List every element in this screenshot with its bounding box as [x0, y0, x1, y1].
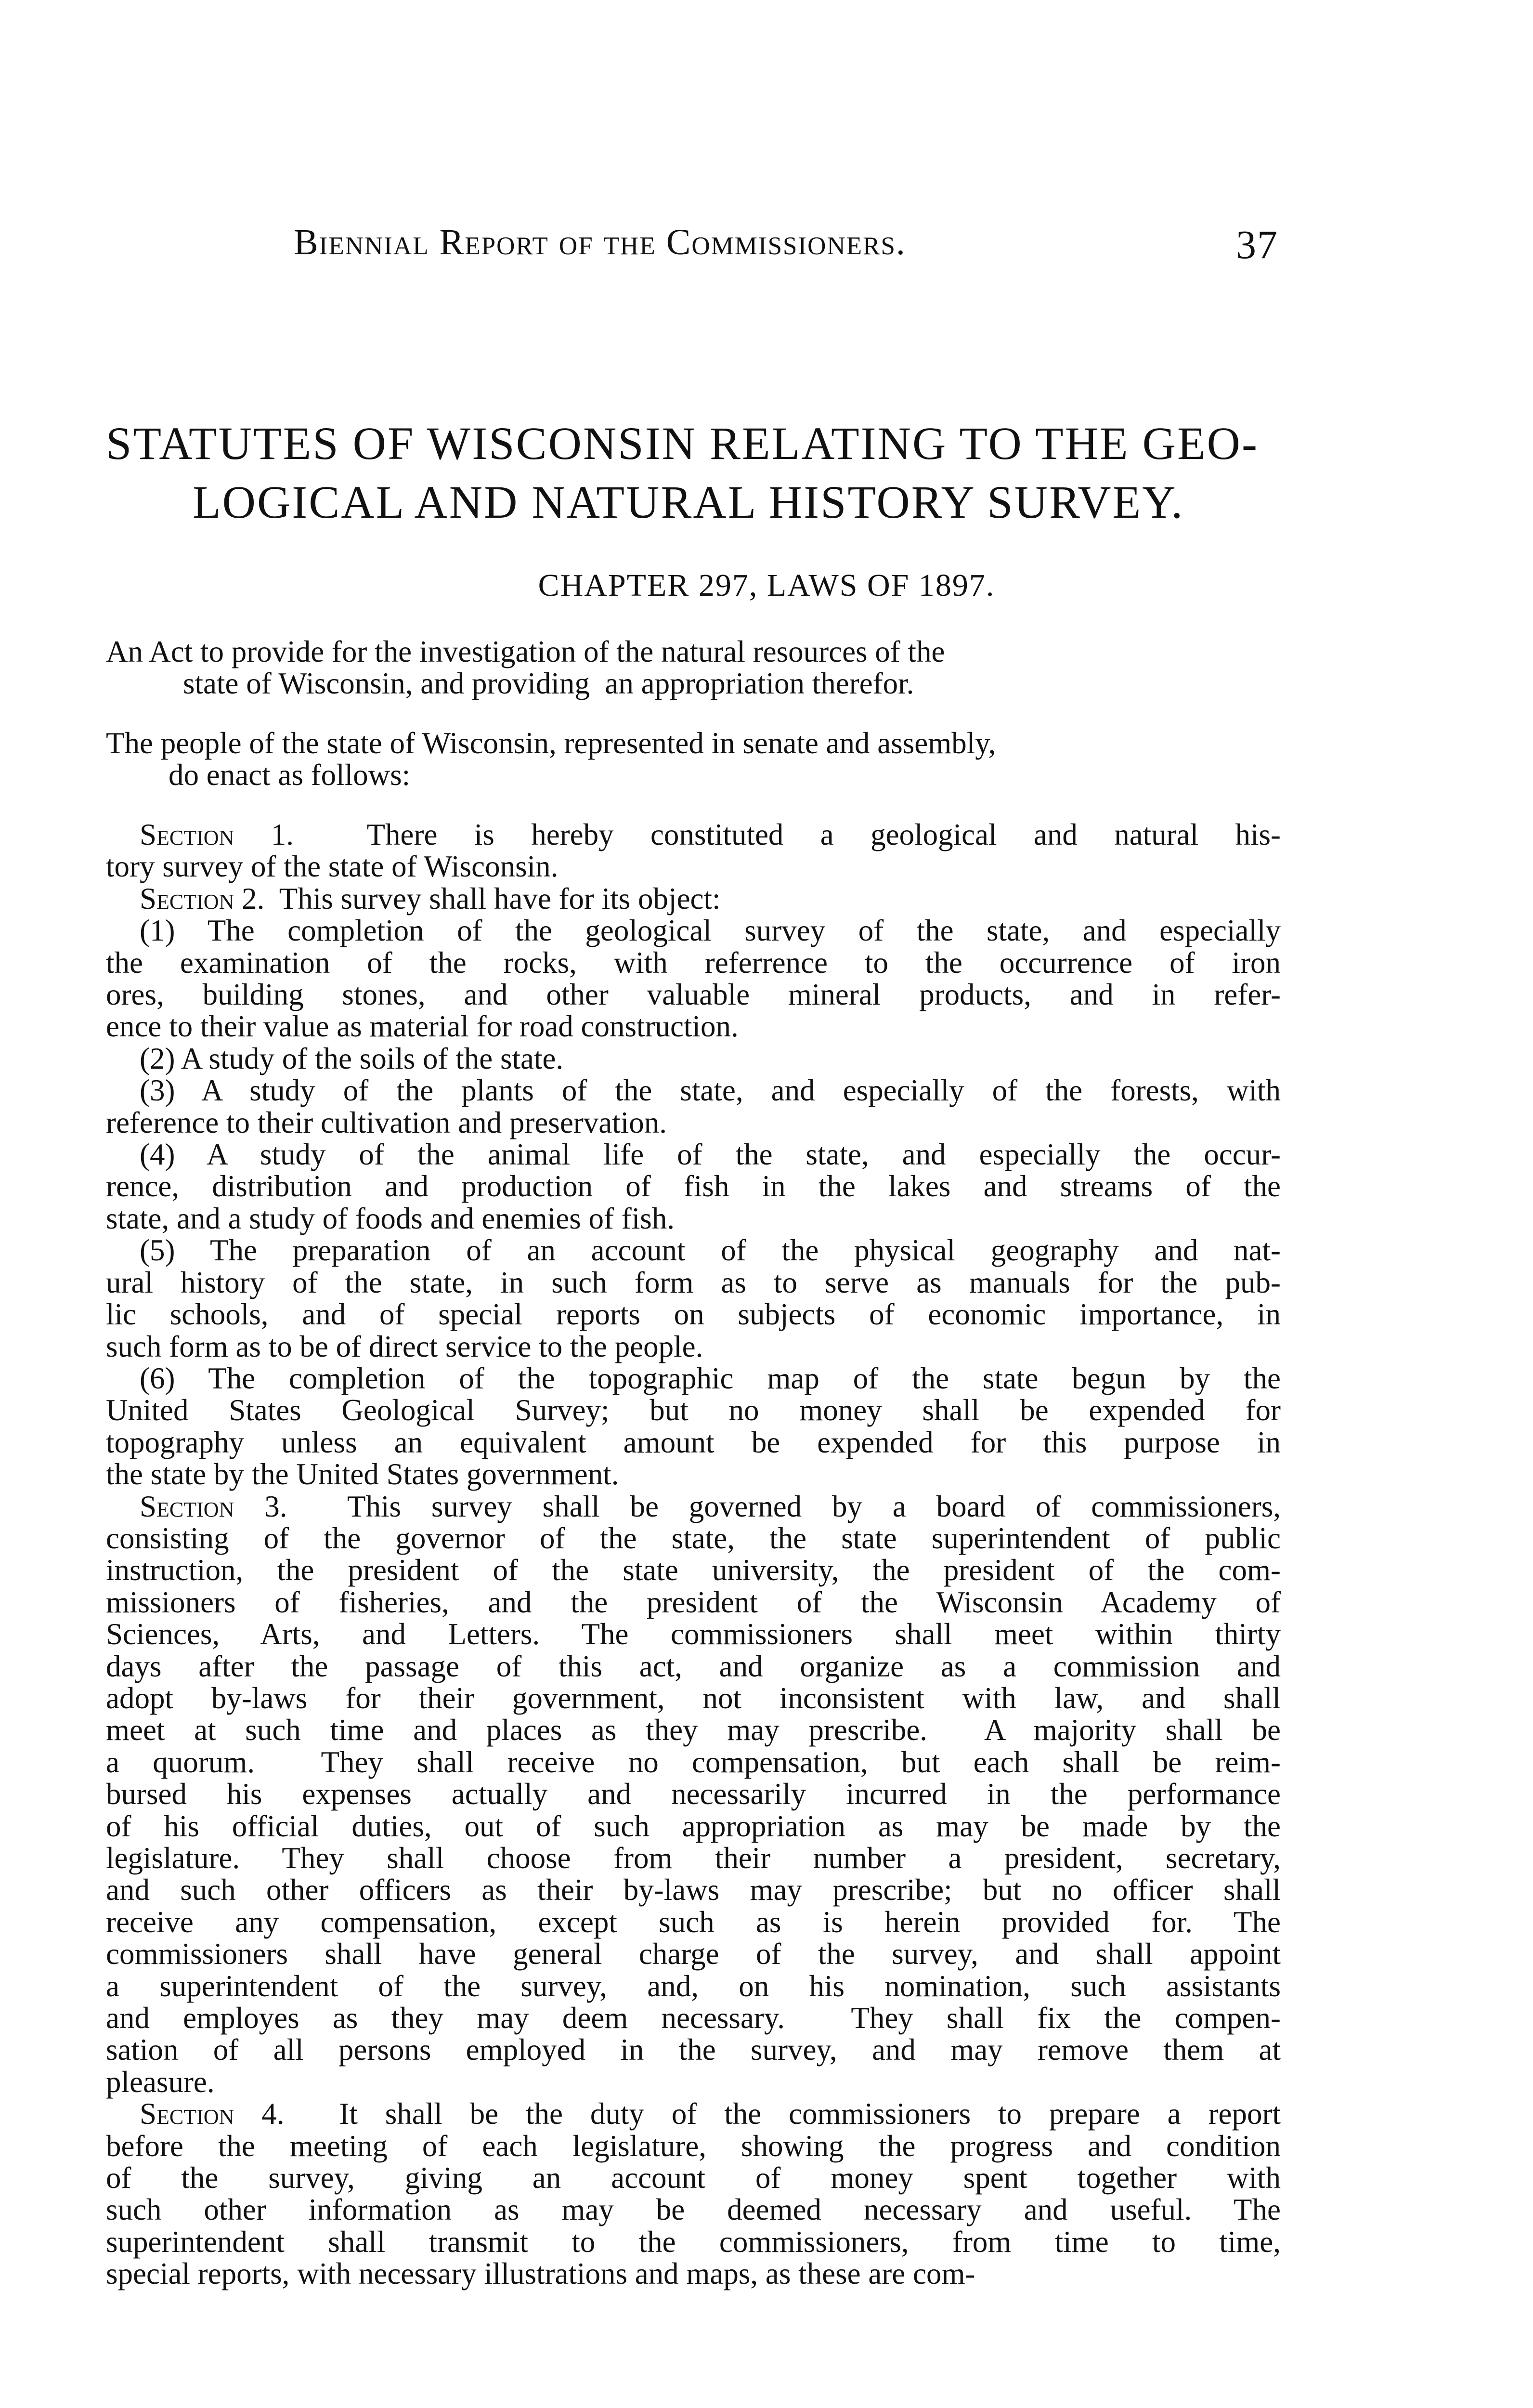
section-label: Section	[140, 818, 234, 851]
body-line: (4) A study of the animal life of the state, and especially the occur-	[140, 1138, 1281, 1172]
body-line: lic schools, and of special reports on subjects of economic importance, in	[106, 1297, 1281, 1332]
statute-body	[106, 819, 1281, 2290]
body-line: the examination of the rocks, with referrence to the occurrence of iron	[106, 945, 1281, 980]
page-number: 37	[1236, 222, 1278, 267]
body-line: and employes as they may deem necessary. They shall fix the compen-	[106, 2001, 1281, 2035]
body-line: (6) The completion of the topographic map of the state begun by the	[140, 1361, 1281, 1395]
section-label: Section	[140, 2097, 234, 2131]
body-line: state, and a study of foods and enemies of fish.	[106, 1201, 675, 1235]
body-line: United States Geological Survey; but no money shall be expended for	[106, 1393, 1281, 1427]
body-line: sation of all persons employed in the survey, and may remove them at	[106, 2033, 1281, 2067]
body-line: of his official duties, out of such appropriation as may be made by the	[106, 1809, 1281, 1843]
body-line: pleasure.	[106, 2065, 215, 2099]
body-line: days after the passage of this act, and organize as a commission and	[106, 1649, 1281, 1683]
statute-title	[106, 414, 1281, 532]
body-line: rence, distribution and production of fish in the lakes and streams of the	[106, 1169, 1281, 1204]
body-line: before the meeting of each legislature, showing the progress and condition	[106, 2129, 1281, 2163]
body-line: Section 1. There is hereby constituted a geological and natural his-	[140, 818, 1281, 851]
title-line-2: LOGICAL AND NATURAL HISTORY SURVEY.	[193, 476, 1184, 528]
body-line: legislature. They shall choose from their number a president, secretary,	[106, 1841, 1281, 1875]
body-line: Section 3. This survey shall be governed by a board of commissioners,	[140, 1489, 1281, 1523]
body-line: reference to their cultivation and preservation.	[106, 1105, 667, 1139]
body-line: receive any compensation, except such as is herein provided for. The	[106, 1905, 1281, 1939]
body-line: of the survey, giving an account of money spent together with	[106, 2161, 1281, 2195]
body-line: (3) A study of the plants of the state, and especially of the forests, with	[140, 1073, 1281, 1108]
body-line: instruction, the president of the state university, the president of the com-	[106, 1553, 1281, 1587]
body-line: a superintendent of the survey, and, on his nomination, such assistants	[106, 1969, 1281, 2003]
body-line: superintendent shall transmit to the commissioners, from time to time,	[106, 2225, 1281, 2259]
body-line: Section 4. It shall be the duty of the commissioners to prepare a report	[140, 2097, 1281, 2131]
body-line: topography unless an equivalent amount be expended for this purpose in	[106, 1425, 1281, 1459]
enacting-line: do enact as follows:	[169, 758, 411, 792]
body-line: consisting of the governor of the state, the state superintendent of public	[106, 1521, 1281, 1555]
body-line: missioners of fisheries, and the president of the Wisconsin Academy of	[106, 1585, 1281, 1619]
section-label: Section	[140, 1489, 234, 1523]
body-line: special reports, with necessary illustrations and maps, as these are com-	[106, 2257, 975, 2291]
body-line: the state by the United States government.	[106, 1457, 619, 1492]
body-line: tory survey of the state of Wisconsin.	[106, 850, 559, 884]
act-line: state of Wisconsin, and providing an appropriation therefor.	[183, 667, 914, 700]
body-line: ence to their value as material for road construction.	[106, 1009, 739, 1044]
body-line: such form as to be of direct service to the people.	[106, 1329, 703, 1363]
body-line: ores, building stones, and other valuable mineral products, and in refer-	[106, 978, 1281, 1012]
enacting-line: The people of the state of Wisconsin, represented in senate and assembly,	[106, 726, 996, 760]
body-line: and such other officers as their by-laws may prescribe; but no officer shall	[106, 1873, 1281, 1907]
title-line-1: STATUTES OF WISCONSIN RELATING TO THE GEO-	[106, 418, 1259, 469]
body-line: a quorum. They shall receive no compensation, but each shall be reim-	[106, 1745, 1281, 1779]
body-line: meet at such time and places as they may prescribe. A majority shall be	[106, 1713, 1281, 1747]
running-header	[294, 222, 1278, 275]
body-line: (1) The completion of the geological survey of the state, and especially	[140, 914, 1281, 948]
chapter-heading: CHAPTER 297, LAWS OF 1897.	[538, 568, 995, 603]
running-title: Biennial Report of the Commissioners.	[294, 222, 906, 262]
body-line: (2) A study of the soils of the state.	[140, 1041, 564, 1075]
act-line: An Act to provide for the investigation of the natural resources of the	[106, 635, 945, 668]
act-description	[106, 636, 1281, 699]
body-line: Sciences, Arts, and Letters. The commissioners shall meet within thirty	[106, 1617, 1281, 1651]
body-line: bursed his expenses actually and necessarily incurred in the performance	[106, 1777, 1281, 1811]
body-line: adopt by-laws for their government, not inconsistent with law, and shall	[106, 1681, 1281, 1715]
section-label: Section	[140, 881, 234, 916]
body-line: (5) The preparation of an account of the physical geography and nat-	[140, 1233, 1281, 1268]
body-line: such other information as may be deemed necessary and useful. The	[106, 2193, 1281, 2227]
enacting-clause	[106, 727, 1281, 791]
body-line: commissioners shall have general charge of the survey, and shall appoint	[106, 1937, 1281, 1971]
body-line: ural history of the state, in such form as to serve as manuals for the pub-	[106, 1265, 1281, 1299]
body-line: Section 2. This survey shall have for its object:	[140, 881, 721, 916]
